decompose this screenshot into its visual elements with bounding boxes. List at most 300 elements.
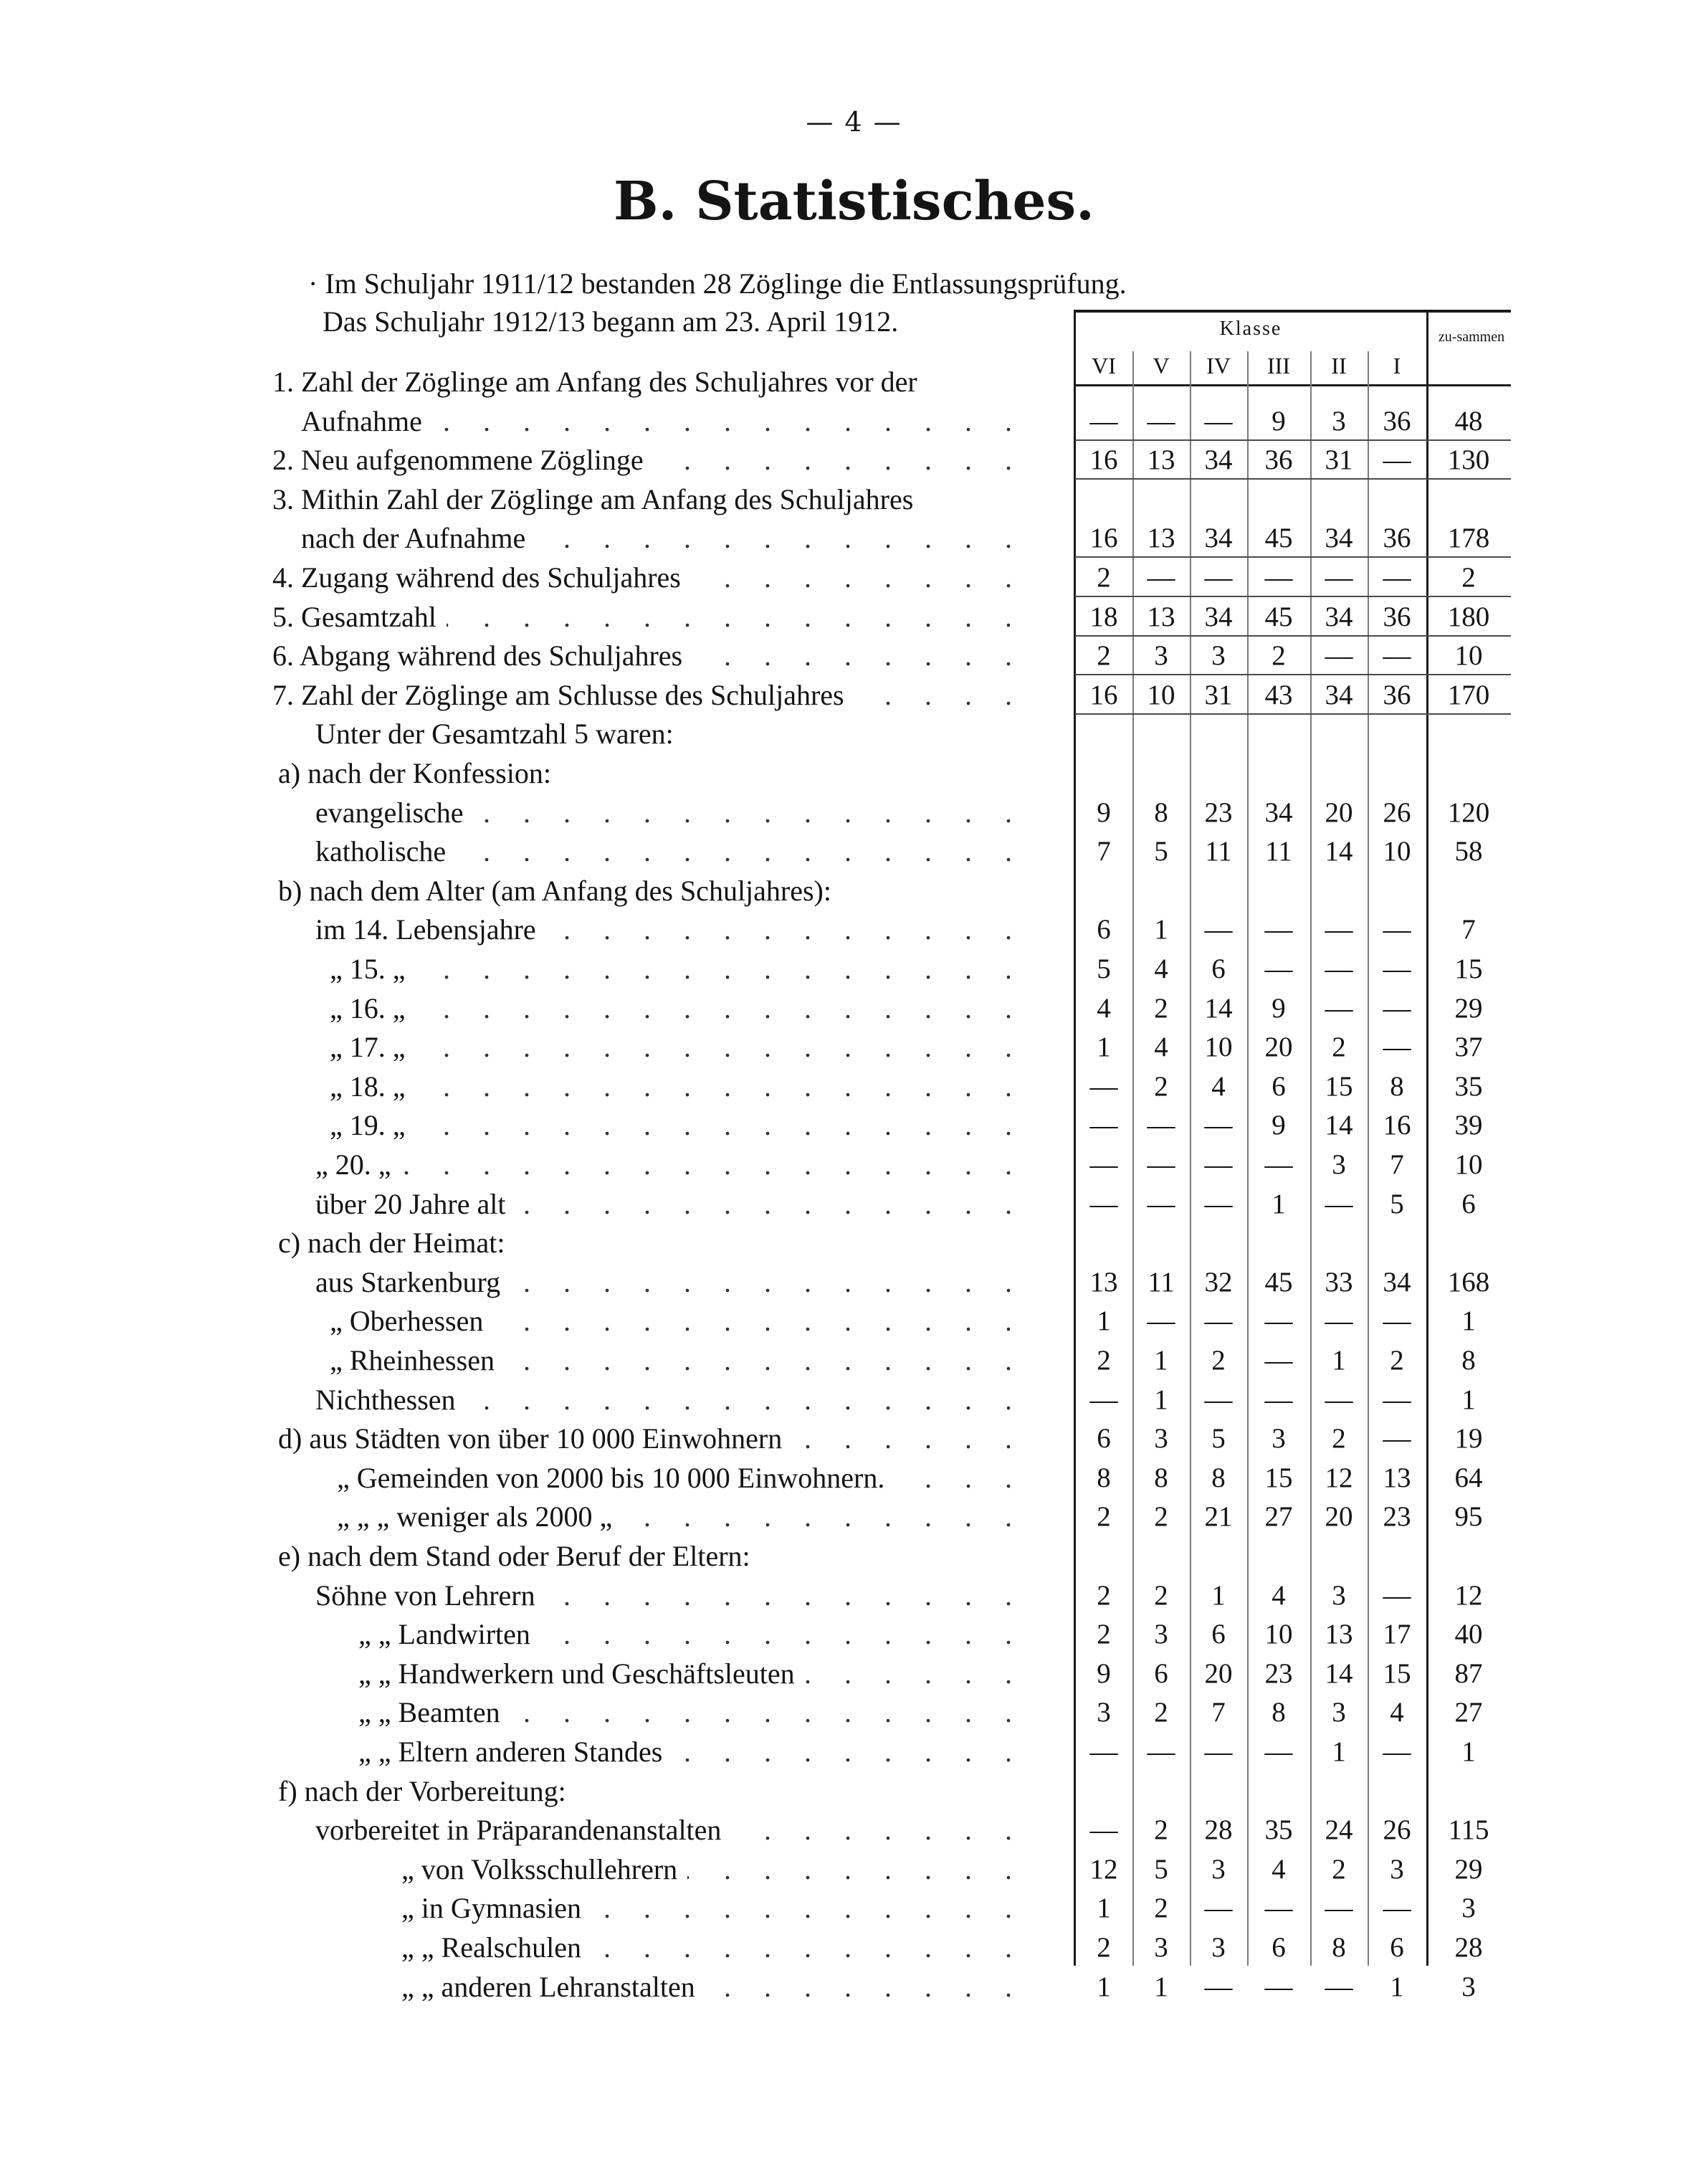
row-label	[330, 1302, 1025, 1341]
row-label-text: „ Rheinhessen	[330, 1344, 505, 1376]
value-cell: 4	[1272, 1580, 1286, 1611]
value-cell: 3	[1272, 1423, 1286, 1454]
total-cell: 3	[1461, 1971, 1476, 2002]
row-label-text: über 20 Jahre alt	[315, 1188, 515, 1220]
table-row	[0, 1772, 1708, 1811]
value-cell: 34	[1264, 797, 1293, 828]
total-cell: 170	[1447, 680, 1490, 710]
value-cell: 7	[1097, 836, 1111, 867]
value-cell: 15	[1264, 1462, 1293, 1493]
row-label	[272, 480, 1025, 519]
table-row	[0, 872, 1708, 910]
value-cell: —	[1089, 1814, 1118, 1845]
value-cell: 1	[1332, 1345, 1346, 1376]
total-cell: 3	[1461, 1893, 1476, 1923]
value-cell: 9	[1272, 1110, 1286, 1141]
value-cell: 2	[1097, 1580, 1111, 1611]
value-cell: 2	[1332, 1854, 1346, 1885]
value-cell: —	[1147, 1110, 1175, 1141]
table-row	[0, 832, 1708, 871]
total-cell: 29	[1454, 993, 1483, 1024]
table-row	[0, 950, 1708, 989]
value-cell: —	[1383, 993, 1411, 1024]
value-cell: 8	[1211, 1462, 1226, 1493]
value-cell: 34	[1204, 444, 1233, 475]
row-label	[315, 832, 1025, 871]
value-cell: —	[1204, 406, 1233, 437]
value-cell: 2	[1097, 1619, 1111, 1650]
row-label-text: Aufnahme	[301, 405, 432, 437]
value-cell: 6	[1211, 953, 1226, 984]
value-cell: 8	[1332, 1932, 1346, 1963]
value-cell: —	[1383, 1032, 1411, 1062]
value-cell: 9	[1272, 406, 1286, 437]
value-cell: 20	[1325, 797, 1353, 828]
value-cell: —	[1325, 1893, 1353, 1923]
value-cell: 6	[1211, 1619, 1226, 1650]
row-label	[278, 754, 1025, 793]
value-cell: —	[1325, 640, 1353, 671]
value-cell: —	[1325, 953, 1353, 984]
value-cell: —	[1383, 914, 1411, 945]
table-row	[0, 910, 1708, 949]
row-label	[401, 1889, 1025, 1928]
value-cell: 36	[1383, 523, 1411, 553]
row-label-text: a) nach der Konfession:	[278, 757, 561, 789]
row-label	[315, 1811, 1025, 1850]
value-cell: 12	[1089, 1854, 1118, 1885]
section-title: B. Statistisches.	[614, 171, 1094, 232]
value-cell: 9	[1097, 797, 1111, 828]
value-cell: 2	[1154, 1501, 1168, 1532]
value-cell: 1	[1211, 1580, 1226, 1611]
table-row	[0, 1263, 1708, 1302]
value-cell: 1	[1154, 914, 1168, 945]
table-row	[0, 1106, 1708, 1145]
row-label	[272, 637, 1025, 675]
value-cell: 5	[1390, 1189, 1404, 1219]
zusammen-header: zu-sammen	[1438, 329, 1505, 345]
row-label	[330, 1106, 1025, 1145]
value-cell: 3	[1154, 1932, 1168, 1963]
intro-line: Das Schuljahr 1912/13 begann am 23. April 1912.	[323, 305, 899, 338]
table-row	[0, 1498, 1708, 1536]
row-label	[315, 1146, 1025, 1184]
row-label-text: „ 19. „	[330, 1109, 416, 1141]
value-cell: 16	[1089, 680, 1118, 710]
row-label-text: evangelische	[315, 796, 474, 829]
value-cell: —	[1089, 1149, 1118, 1180]
row-label	[358, 1693, 1025, 1732]
page-number: — 4 —	[806, 106, 902, 138]
total-cell: 6	[1461, 1189, 1476, 1219]
value-cell: 1	[1097, 1971, 1111, 2002]
value-cell: —	[1383, 1305, 1411, 1336]
value-cell: —	[1325, 914, 1353, 945]
row-label-text: Nichthessen	[315, 1384, 466, 1416]
row-label-text: „ 17. „	[330, 1031, 416, 1063]
total-cell: 168	[1447, 1267, 1490, 1298]
value-cell: 7	[1211, 1697, 1226, 1728]
value-cell: 13	[1147, 601, 1175, 632]
value-cell: 6	[1390, 1932, 1404, 1963]
table-row	[0, 1185, 1708, 1224]
value-cell: —	[1325, 1305, 1353, 1336]
value-cell: 2	[1154, 1580, 1168, 1611]
row-label-text: vorbereitet in Präparandenanstalten	[315, 1814, 731, 1846]
total-cell: 178	[1447, 523, 1490, 553]
value-cell: 28	[1204, 1814, 1233, 1845]
value-cell: —	[1147, 1149, 1175, 1180]
value-cell: 14	[1325, 1658, 1353, 1689]
value-cell: 9	[1097, 1658, 1111, 1689]
row-label	[272, 363, 1025, 401]
value-cell: 4	[1272, 1854, 1286, 1885]
row-label	[330, 1341, 1025, 1380]
table-row	[0, 676, 1708, 715]
value-cell: 3	[1154, 640, 1168, 671]
value-cell: 20	[1204, 1658, 1233, 1689]
value-cell: 26	[1383, 797, 1411, 828]
value-cell: 2	[1332, 1032, 1346, 1062]
value-cell: 14	[1204, 993, 1233, 1024]
value-cell: 35	[1264, 1814, 1293, 1845]
row-label-text: c) nach der Heimat:	[278, 1227, 515, 1259]
column-header: I	[1393, 353, 1401, 379]
table-row	[0, 1341, 1708, 1380]
table-row	[0, 480, 1708, 519]
value-cell: —	[1089, 1384, 1118, 1415]
klasse-header: Klasse	[1219, 318, 1282, 340]
value-cell: 36	[1383, 680, 1411, 710]
value-cell: 3	[1211, 640, 1226, 671]
row-label	[315, 910, 1025, 949]
value-cell: —	[1089, 1110, 1118, 1141]
value-cell: —	[1204, 1384, 1233, 1415]
row-rule	[1075, 478, 1511, 480]
value-cell: 2	[1097, 640, 1111, 671]
table-row	[0, 1381, 1708, 1419]
row-label	[358, 1615, 1025, 1654]
total-cell: 48	[1454, 406, 1483, 437]
value-cell: —	[1383, 444, 1411, 475]
value-cell: —	[1204, 1189, 1233, 1219]
total-cell: 40	[1454, 1619, 1483, 1650]
value-cell: —	[1204, 562, 1233, 593]
value-cell: 1	[1097, 1305, 1111, 1336]
total-cell: 120	[1447, 797, 1490, 828]
value-cell: 43	[1264, 680, 1293, 710]
value-cell: 34	[1325, 523, 1353, 553]
value-cell: 13	[1147, 444, 1175, 475]
value-cell: 16	[1089, 444, 1118, 475]
value-cell: 17	[1383, 1619, 1411, 1650]
row-label-text: e) nach dem Stand oder Beruf der Eltern:	[278, 1540, 760, 1572]
row-label-text: Unter der Gesamtzahl 5 waren:	[315, 718, 684, 750]
value-cell: 13	[1383, 1462, 1411, 1493]
row-label-text: 4. Zugang während des Schuljahres	[272, 561, 691, 594]
value-cell: 20	[1264, 1032, 1293, 1062]
row-label-text: „ „ Handwerkern und Geschäftsleuten	[358, 1657, 805, 1690]
row-rule	[1075, 674, 1511, 675]
row-label	[315, 715, 1025, 753]
value-cell: 13	[1089, 1267, 1118, 1298]
value-cell: —	[1325, 562, 1353, 593]
total-cell: 95	[1454, 1501, 1483, 1532]
table-row	[0, 402, 1708, 441]
value-cell: 14	[1325, 1110, 1353, 1141]
row-label-text: „ 15. „	[330, 953, 416, 985]
value-cell: 36	[1383, 601, 1411, 632]
table-row	[0, 363, 1708, 401]
value-cell: 2	[1097, 1932, 1111, 1963]
value-cell: 36	[1383, 406, 1411, 437]
value-cell: 45	[1264, 1267, 1293, 1298]
value-cell: 7	[1390, 1149, 1404, 1180]
row-label	[337, 1459, 1025, 1498]
value-cell: 20	[1325, 1501, 1353, 1532]
row-label-text: 2. Neu aufgenommene Zöglinge	[272, 444, 654, 476]
row-label	[315, 1381, 1025, 1419]
row-label	[358, 1655, 1025, 1693]
value-cell: 6	[1097, 1423, 1111, 1454]
value-cell: 3	[1097, 1697, 1111, 1728]
value-cell: 6	[1097, 914, 1111, 945]
value-cell: 45	[1264, 523, 1293, 553]
total-cell: 37	[1454, 1032, 1483, 1062]
table-row	[0, 1889, 1708, 1928]
value-cell: —	[1204, 1736, 1233, 1767]
value-cell: —	[1204, 914, 1233, 945]
row-label-text: „ in Gymnasien	[401, 1892, 591, 1924]
value-cell: 31	[1204, 680, 1233, 710]
table-row	[0, 1028, 1708, 1067]
value-cell: 6	[1154, 1658, 1168, 1689]
value-cell: 1	[1097, 1032, 1111, 1062]
value-cell: —	[1383, 640, 1411, 671]
table-row	[0, 1655, 1708, 1693]
row-label	[315, 1185, 1025, 1224]
row-label	[330, 1028, 1025, 1067]
intro-line: · Im Schuljahr 1911/12 bestanden 28 Zöglinge die Entlassungsprüfung.	[308, 267, 1127, 300]
value-cell: —	[1383, 1893, 1411, 1923]
value-cell: 2	[1154, 993, 1168, 1024]
row-label-text: „ „ anderen Lehranstalten	[401, 1971, 705, 2003]
value-cell: 1	[1154, 1384, 1168, 1415]
total-cell: 12	[1454, 1580, 1483, 1611]
value-cell: 2	[1272, 640, 1286, 671]
value-cell: —	[1089, 406, 1118, 437]
value-cell: —	[1383, 1384, 1411, 1415]
row-label-text: „ „ „ weniger als 2000 „	[337, 1500, 622, 1533]
value-cell: 3	[1332, 1580, 1346, 1611]
value-cell: 5	[1154, 1854, 1168, 1885]
total-cell: 35	[1454, 1071, 1483, 1102]
row-label-text: b) nach dem Alter (am Anfang des Schuljahres):	[278, 875, 841, 907]
value-cell: 15	[1325, 1071, 1353, 1102]
value-cell: 9	[1272, 993, 1286, 1024]
value-cell: 2	[1154, 1814, 1168, 1845]
value-cell: —	[1383, 562, 1411, 593]
column-header: VI	[1092, 353, 1116, 379]
value-cell: 32	[1204, 1267, 1233, 1298]
total-cell: 58	[1454, 836, 1483, 867]
table-row	[0, 1146, 1708, 1184]
value-cell: 13	[1325, 1619, 1353, 1650]
total-cell: 39	[1454, 1110, 1483, 1141]
value-cell: 21	[1204, 1501, 1233, 1532]
total-cell: 10	[1454, 640, 1483, 671]
table-row	[0, 1067, 1708, 1106]
row-label-text: „ 16. „	[330, 992, 416, 1024]
table-row	[0, 1811, 1708, 1850]
row-label	[278, 1537, 1025, 1576]
table-row	[0, 1576, 1708, 1615]
row-label	[272, 441, 1025, 480]
row-label-text: f) nach der Vorbereitung:	[278, 1775, 576, 1807]
value-cell: 1	[1332, 1736, 1346, 1767]
row-label-text: „ „ Beamten	[358, 1696, 510, 1728]
value-cell: 4	[1154, 1032, 1168, 1062]
row-label-text: 1. Zahl der Zöglinge am Anfang des Schuljahres vor der	[272, 366, 927, 398]
value-cell: —	[1383, 1736, 1411, 1767]
table-row	[0, 1537, 1708, 1576]
row-label	[401, 1968, 1025, 2007]
value-cell: 27	[1264, 1501, 1293, 1532]
value-cell: —	[1264, 1893, 1293, 1923]
value-cell: —	[1089, 1189, 1118, 1219]
value-cell: 5	[1097, 953, 1111, 984]
value-cell: —	[1264, 914, 1293, 945]
table-row	[0, 1224, 1708, 1262]
table-row	[0, 989, 1708, 1028]
total-cell: 130	[1447, 444, 1490, 475]
row-rule	[1075, 596, 1511, 597]
value-cell: —	[1204, 1110, 1233, 1141]
value-cell: 11	[1265, 836, 1292, 867]
value-cell: 13	[1147, 523, 1175, 553]
value-cell: 36	[1264, 444, 1293, 475]
value-cell: 8	[1097, 1462, 1111, 1493]
value-cell: —	[1264, 1305, 1293, 1336]
value-cell: —	[1089, 1071, 1118, 1102]
value-cell: —	[1264, 1345, 1293, 1376]
table-row	[0, 1850, 1708, 1889]
value-cell: 1	[1154, 1345, 1168, 1376]
row-label-text: „ 18. „	[330, 1070, 416, 1103]
row-label	[401, 1850, 1025, 1889]
value-cell: 3	[1390, 1854, 1404, 1885]
column-header: IV	[1206, 353, 1231, 379]
table-row	[0, 715, 1708, 753]
value-cell: 6	[1272, 1932, 1286, 1963]
table-row	[0, 519, 1708, 558]
value-cell: 16	[1383, 1110, 1411, 1141]
table-row	[0, 1733, 1708, 1771]
row-label-text: „ 20. „	[315, 1148, 401, 1181]
value-cell: 2	[1390, 1345, 1404, 1376]
row-label-text: nach der Aufnahme	[301, 522, 535, 554]
table-row	[0, 1693, 1708, 1732]
value-cell: —	[1264, 562, 1293, 593]
value-cell: —	[1383, 1580, 1411, 1611]
value-cell: —	[1147, 406, 1175, 437]
value-cell: 2	[1154, 1071, 1168, 1102]
column-header: III	[1267, 353, 1290, 379]
table-row	[0, 637, 1708, 675]
row-label-text: 7. Zahl der Zöglinge am Schlusse des Schuljahres	[272, 679, 854, 711]
value-cell: 6	[1272, 1071, 1286, 1102]
value-cell: 3	[1332, 1697, 1346, 1728]
value-cell: 11	[1205, 836, 1232, 867]
row-label-text: d) aus Städten von über 10 000 Einwohnern	[278, 1422, 792, 1455]
value-cell: —	[1147, 1305, 1175, 1336]
row-label-text: „ Gemeinden von 2000 bis 10 000 Einwohnern.	[337, 1462, 894, 1494]
value-cell: 8	[1154, 1462, 1168, 1493]
value-cell: —	[1204, 1971, 1233, 2002]
value-cell: 1	[1272, 1189, 1286, 1219]
value-cell: 15	[1383, 1658, 1411, 1689]
value-cell: 14	[1325, 836, 1353, 867]
row-label-text: Söhne von Lehrern	[315, 1579, 545, 1612]
value-cell: —	[1325, 1971, 1353, 2002]
value-cell: 2	[1154, 1697, 1168, 1728]
value-cell: 3	[1211, 1854, 1226, 1885]
value-cell: —	[1204, 1305, 1233, 1336]
total-cell: 64	[1454, 1462, 1483, 1493]
value-cell: 12	[1325, 1462, 1353, 1493]
row-label	[278, 1419, 1025, 1458]
value-cell: 4	[1097, 993, 1111, 1024]
value-cell: 1	[1154, 1971, 1168, 2002]
value-cell: 8	[1154, 797, 1168, 828]
row-rule	[1075, 556, 1511, 558]
total-cell: 1	[1461, 1384, 1476, 1415]
row-label	[358, 1733, 1025, 1771]
row-label	[278, 1224, 1025, 1262]
value-cell: 33	[1325, 1267, 1353, 1298]
row-label-text: „ „ Landwirten	[358, 1618, 540, 1650]
total-cell: 28	[1454, 1932, 1483, 1963]
row-label-text: „ „ Realschulen	[401, 1931, 591, 1964]
row-label-text: aus Starkenburg	[315, 1266, 510, 1298]
value-cell: 8	[1390, 1071, 1404, 1102]
value-cell: —	[1383, 953, 1411, 984]
row-label	[301, 402, 1025, 441]
row-label	[337, 1498, 1025, 1536]
table-row	[0, 1928, 1708, 1967]
value-cell: 4	[1390, 1697, 1404, 1728]
table-row	[0, 1615, 1708, 1654]
value-cell: —	[1264, 1149, 1293, 1180]
total-cell: 2	[1461, 562, 1476, 593]
value-cell: 34	[1204, 523, 1233, 553]
value-cell: 5	[1154, 836, 1168, 867]
value-cell: 1	[1390, 1971, 1404, 2002]
value-cell: 3	[1332, 406, 1346, 437]
value-cell: 4	[1154, 953, 1168, 984]
row-label	[272, 676, 1025, 715]
value-cell: —	[1264, 953, 1293, 984]
table-row	[0, 558, 1708, 597]
total-cell: 8	[1461, 1345, 1476, 1376]
value-cell: —	[1264, 1736, 1293, 1767]
value-cell: 4	[1211, 1071, 1226, 1102]
value-cell: —	[1325, 1189, 1353, 1219]
row-label	[272, 598, 1025, 637]
value-cell: 11	[1148, 1267, 1175, 1298]
value-cell: —	[1089, 1736, 1118, 1767]
